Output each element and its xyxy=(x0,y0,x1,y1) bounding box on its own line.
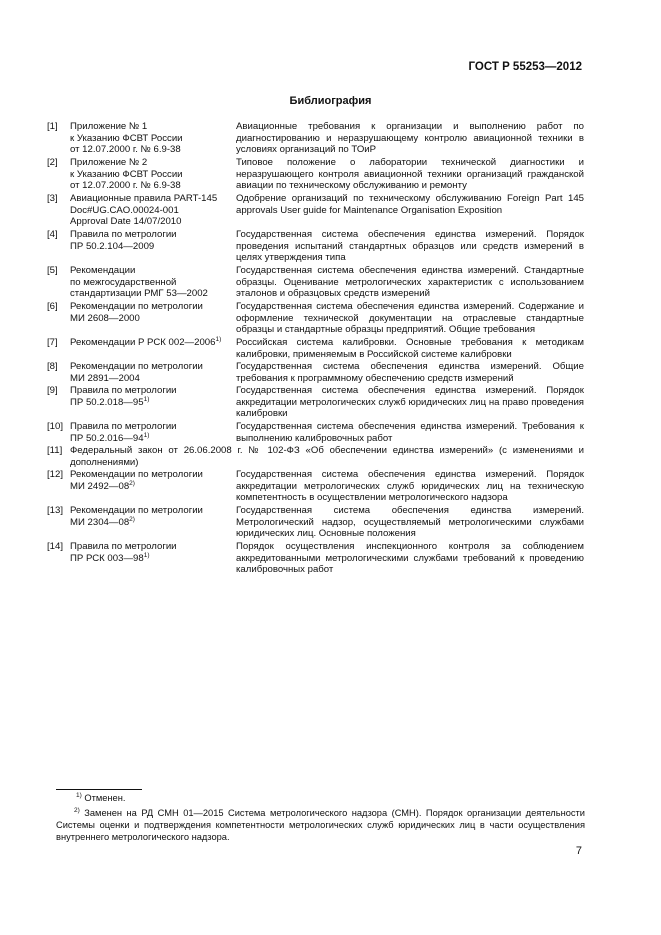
entry-source-text: ПР 50.2.104—2009 xyxy=(70,240,155,252)
entry-number: [2] xyxy=(47,157,58,168)
entry-source-line xyxy=(70,169,235,181)
entry-source-line xyxy=(70,205,235,217)
bibliography-entry xyxy=(47,541,584,576)
entry-description: Одобрение организаций по техническому обслуживанию Foreign Part 145 approvals User guide for Maintenance Organisation Exposition xyxy=(236,193,584,216)
bibliography-entry xyxy=(47,265,584,300)
entry-source-line xyxy=(70,481,235,493)
entry-number: [5] xyxy=(47,265,58,276)
entry-description: Типовое положение о лаборатории технической диагностики и неразрушающего контроля авиационной техники организаций гражданской авиации по техническому обслуживанию и ремонту xyxy=(236,157,584,192)
entry-source xyxy=(70,301,235,324)
entry-source-line xyxy=(70,517,235,529)
entry-source-text: от 12.07.2000 г. № 6.9-38 xyxy=(70,144,181,156)
entry-source-text: Правила по метрологии xyxy=(70,229,177,240)
entry-source: Федеральный закон от 26.06.2008 г. № 102-ФЗ «Об обеспечении единства измерений» (с изменениями и дополнениями) xyxy=(70,445,584,468)
footnote-2 xyxy=(56,807,585,843)
entry-source-line xyxy=(70,121,235,133)
entry-description: Государственная система обеспечения единства измерений. Метрологический надзор, осуществляемый метрологическими службами юридических лиц. Основные положения xyxy=(236,505,584,540)
entry-source-text: Авиационные правила PART-145 xyxy=(70,193,218,204)
footnote-mark: 2) xyxy=(74,806,80,814)
entry-source-line xyxy=(70,241,235,253)
entry-source-text: к Указанию ФСВТ России xyxy=(70,168,183,180)
entry-source-line xyxy=(70,385,235,397)
entry-source-line xyxy=(70,373,235,385)
entry-source-text: от 12.07.2000 г. № 6.9-38 xyxy=(70,180,181,192)
entry-source-line xyxy=(70,313,235,325)
bibliography-entry xyxy=(47,385,584,420)
entry-source-text: МИ 2304—08 xyxy=(70,516,130,528)
entry-description: Государственная система обеспечения единства измерений. Порядок аккредитации метрологических служб юридических лиц на право проведения калибровки xyxy=(236,385,584,420)
entry-number: [6] xyxy=(47,301,58,312)
entry-source xyxy=(70,421,235,444)
entry-source-text: Правила по метрологии xyxy=(70,385,177,396)
entry-source xyxy=(70,385,235,408)
entry-number: [9] xyxy=(47,385,58,396)
entry-source-text: Doc#UG.CAO.00024-001 xyxy=(70,204,179,216)
entry-number: [7] xyxy=(47,337,58,348)
entry-source-text: Рекомендации Р РСК 002—2006 xyxy=(70,337,216,348)
entry-source xyxy=(70,361,235,384)
entry-number: [3] xyxy=(47,193,58,204)
footnote-ref: 1) xyxy=(143,395,150,403)
entry-source-text: Приложение № 1 xyxy=(70,121,148,132)
footnote-text: Заменен на РД СМН 01—2015 Система метрологического надзора (СМН). Порядок организации деятельности Системы оценки и подтверждения компетентности метрологических служб юридических лиц в части осуществления внутреннего метрологического надзора. xyxy=(56,808,585,842)
entry-source-line xyxy=(70,144,235,156)
bibliography-entry xyxy=(47,421,584,444)
entry-source-line xyxy=(70,433,235,445)
entry-source-text: МИ 2891—2004 xyxy=(70,372,140,384)
page-number: 7 xyxy=(575,845,582,857)
bibliography-entry xyxy=(47,193,584,228)
entry-description: Государственная система обеспечения единства измерений. Общие требования к программному обеспечению средств измерений xyxy=(236,361,584,384)
entry-source-text: Approval Date 14/07/2010 xyxy=(70,216,182,228)
entry-source xyxy=(70,541,235,564)
footnote-ref: 1) xyxy=(215,335,222,343)
entry-source-line xyxy=(70,133,235,145)
bibliography-entry xyxy=(47,229,584,264)
entry-number: [10] xyxy=(47,421,64,432)
entry-source-text: МИ 2492—08 xyxy=(70,480,130,492)
bibliography-entry xyxy=(47,301,584,336)
entry-source xyxy=(70,157,235,192)
entry-number: [8] xyxy=(47,361,58,372)
entry-number: [13] xyxy=(47,505,64,517)
entry-source-line xyxy=(70,277,235,289)
entry-source-text: МИ 2608—2000 xyxy=(70,312,140,324)
footnote-mark: 1) xyxy=(76,791,82,799)
entry-source-line xyxy=(70,361,235,373)
entry-source-text: ПР 50.2.016—94 xyxy=(70,432,144,444)
entry-source-line xyxy=(70,288,235,300)
footnote-separator xyxy=(56,789,142,790)
entry-source xyxy=(70,505,235,528)
entry-source-line xyxy=(70,180,235,192)
entry-source-text: Приложение № 2 xyxy=(70,157,148,168)
bibliography-entry xyxy=(47,445,584,468)
bibliography-entry xyxy=(47,337,584,360)
entry-number: [11] xyxy=(47,445,63,456)
entry-source-line xyxy=(70,193,235,205)
footnote-text: Отменен. xyxy=(84,793,126,803)
entry-source-text: к Указанию ФСВТ России xyxy=(70,132,183,144)
entry-source-text: стандартизации РМГ 53—2002 xyxy=(70,288,208,300)
entry-source-text: Рекомендации xyxy=(70,265,136,276)
entry-source-line xyxy=(70,265,235,277)
entry-number: [4] xyxy=(47,229,58,240)
entry-number: [12] xyxy=(47,469,64,481)
entry-source xyxy=(70,229,235,252)
entry-source-line xyxy=(70,553,235,565)
entry-number: [1] xyxy=(47,121,58,132)
entry-source-text: Рекомендации по метрологии xyxy=(70,469,203,481)
section-title: Библиография xyxy=(289,95,372,107)
bibliography-entry xyxy=(47,469,584,504)
footnote-ref: 1) xyxy=(143,431,150,439)
entry-description: Государственная система обеспечения единства измерений. Требования к выполнению калибровочных работ xyxy=(236,421,584,444)
entry-source-text: ПР 50.2.018—95 xyxy=(70,396,144,408)
entry-source-line xyxy=(70,397,235,409)
bibliography-list xyxy=(47,121,584,577)
entry-description: Государственная система обеспечения единства измерений. Содержание и оформление технической документации на отраслевые стандартные образцы и стандартные образцы предприятий. Общие требования xyxy=(236,301,584,336)
entry-source-line xyxy=(70,229,235,241)
entry-source-line xyxy=(70,337,235,349)
entry-source xyxy=(70,469,235,492)
entry-description: Порядок осуществления инспекционного контроля за соблюдением аккредитованными метрологическими службами требований к проведению калибровочных работ xyxy=(236,541,584,576)
bibliography-entry xyxy=(47,361,584,384)
entry-source-line xyxy=(70,421,235,433)
entry-description: Российская система калибровки. Основные требования к методикам калибровки, применяемым в Российской системе калибровки xyxy=(236,337,584,360)
entry-source-line xyxy=(70,505,235,517)
entry-source-text: Правила по метрологии xyxy=(70,421,177,432)
document-code: ГОСТ Р 55253—2012 xyxy=(468,61,582,73)
bibliography-entry xyxy=(47,505,584,540)
entry-description: Государственная система обеспечения единства измерений. Стандартные образцы. Оценивание метрологических характеристик с использованием эталонов и образцовых средств измерений xyxy=(236,265,584,300)
entry-description: Авиационные требования к организации и выполнению работ по диагностированию и неразрушающему контролю авиационной техники в условиях организаций по ТОиР xyxy=(236,121,584,156)
entry-description: Государственная система обеспечения единства измерений. Порядок аккредитации метрологических служб юридических лиц на техническую компетентность в осуществлении метрологического надзора xyxy=(236,469,584,504)
entry-source-text: ПР РСК 003—98 xyxy=(70,552,144,564)
entry-description: Государственная система обеспечения единства измерений. Порядок проведения испытаний стандартных образцов или средств измерений в целях утверждения типа xyxy=(236,229,584,264)
footnote-ref: 2) xyxy=(129,479,135,487)
entry-source xyxy=(70,265,235,300)
entry-source-line xyxy=(70,301,235,313)
bibliography-entry xyxy=(47,157,584,192)
entry-source-line xyxy=(70,541,235,553)
entry-source xyxy=(70,193,235,228)
entry-source-text: Рекомендации по метрологии xyxy=(70,301,203,312)
entry-source-line xyxy=(70,469,235,481)
entry-source-text: Рекомендации по метрологии xyxy=(70,361,203,372)
entry-source-line xyxy=(70,216,235,228)
entry-source xyxy=(70,121,235,156)
entry-source-text: Правила по метрологии xyxy=(70,541,177,553)
bibliography-entry xyxy=(47,121,584,156)
entry-number: [14] xyxy=(47,541,64,553)
entry-source-text: по межгосударственной xyxy=(70,276,177,288)
footnote-ref: 2) xyxy=(129,515,135,523)
footnote-1 xyxy=(76,792,605,804)
footnote-ref: 1) xyxy=(143,551,150,559)
entry-source-text: Рекомендации по метрологии xyxy=(70,505,203,517)
entry-source-line xyxy=(70,157,235,169)
entry-source xyxy=(70,337,235,349)
